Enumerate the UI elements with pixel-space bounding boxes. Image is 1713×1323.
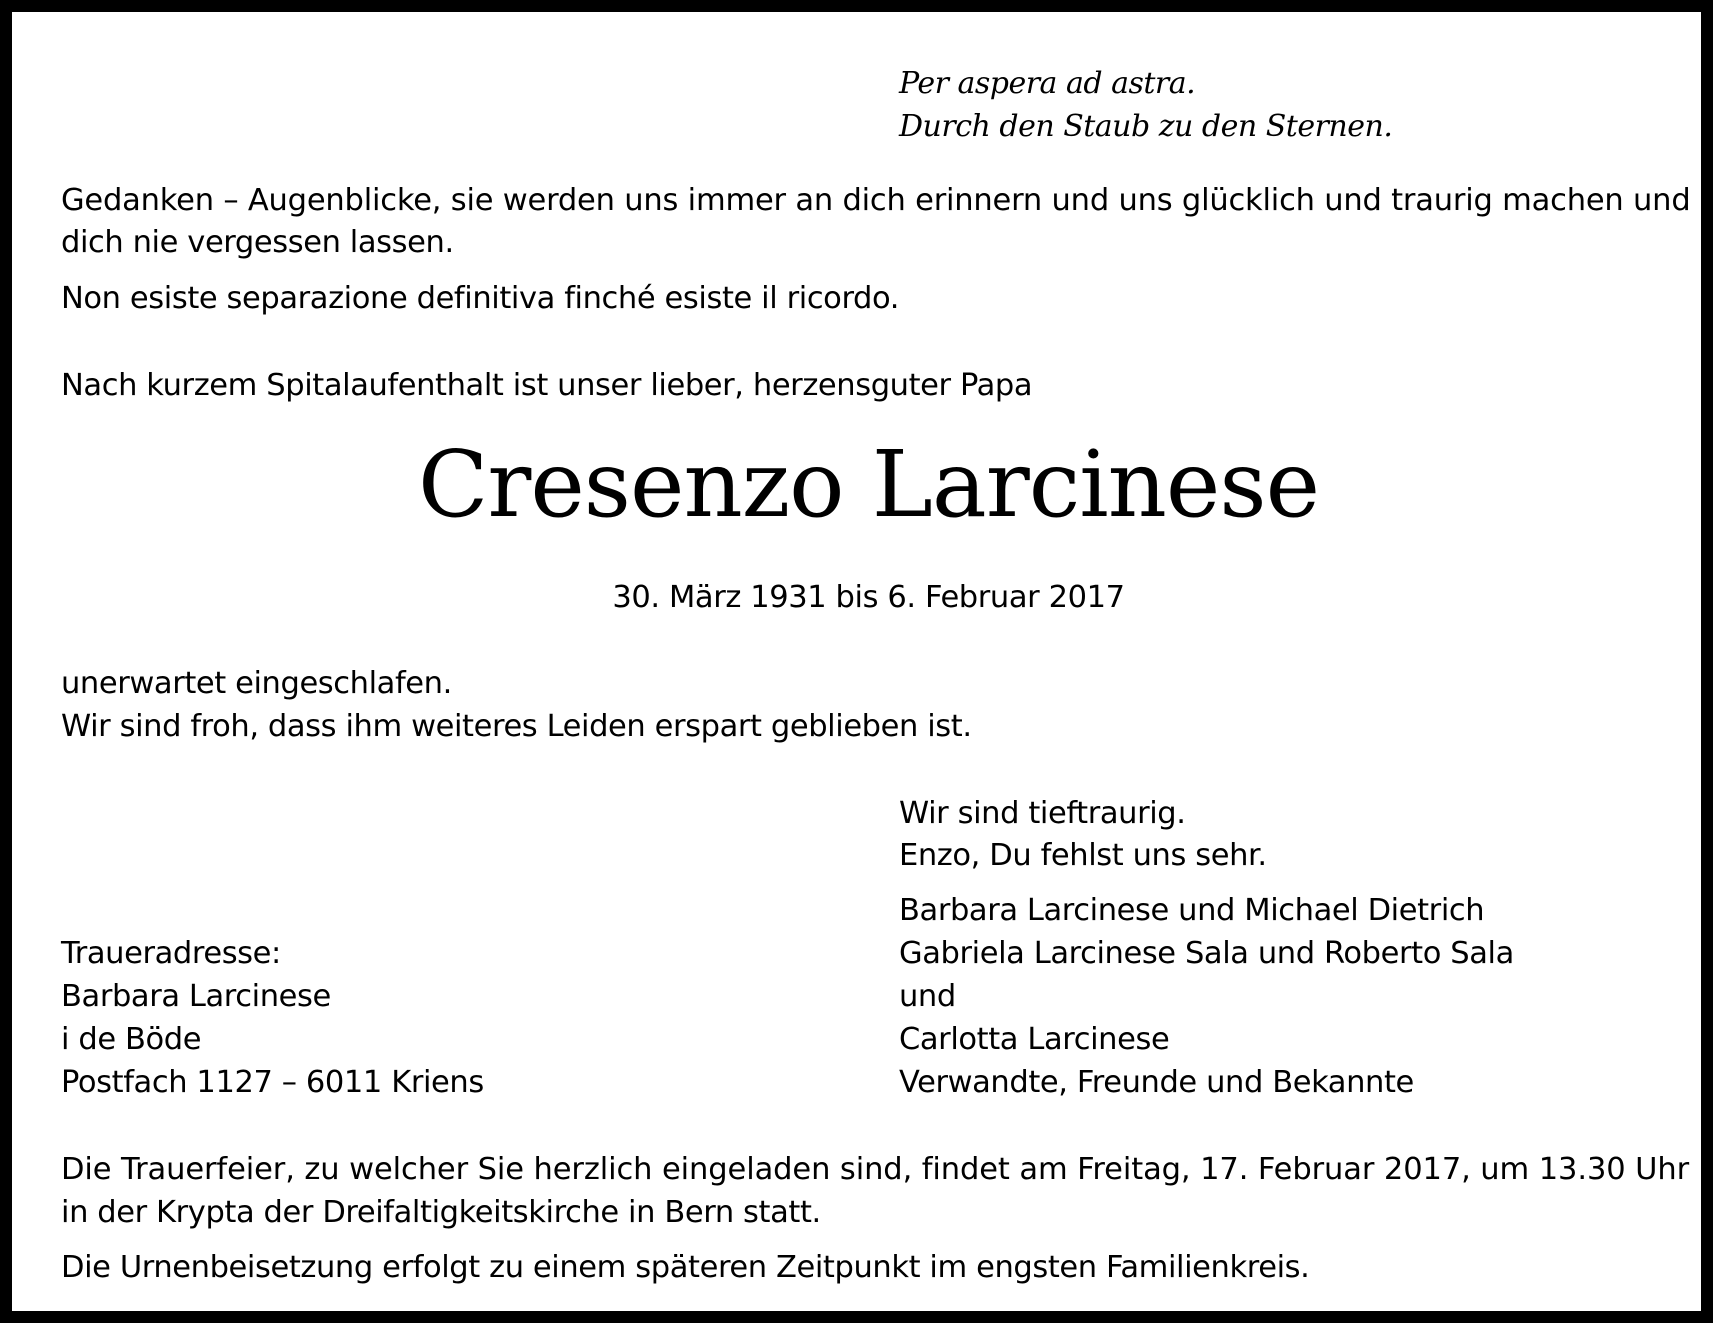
passing-line2: Wir sind froh, dass ihm weiteres Leiden erspart geblieben ist. bbox=[61, 709, 972, 744]
address-label: Traueradresse: bbox=[61, 936, 281, 971]
motto-german: Durch den Staub zu den Sternen. bbox=[899, 109, 1393, 144]
address-street: i de Böde bbox=[61, 1022, 202, 1057]
mourner-item: und bbox=[899, 979, 956, 1014]
mourner-item: Verwandte, Freunde und Bekannte bbox=[899, 1065, 1414, 1100]
intro-de-line1: Gedanken – Augenblicke, sie werden uns immer an dich erinnern und uns glücklich und traurig machen und bbox=[61, 183, 1691, 218]
motto-latin: Per aspera ad astra. bbox=[899, 66, 1196, 101]
mourner-item: Barbara Larcinese und Michael Dietrich bbox=[899, 893, 1485, 928]
mourner-item: Carlotta Larcinese bbox=[899, 1022, 1170, 1057]
mourning-line1: Wir sind tieftraurig. bbox=[899, 796, 1186, 831]
mourning-line2: Enzo, Du fehlst uns sehr. bbox=[899, 838, 1267, 873]
mourner-item: Gabriela Larcinese Sala und Roberto Sala bbox=[899, 936, 1514, 971]
address-postal: Postfach 1127 – 6011 Kriens bbox=[61, 1065, 484, 1100]
life-dates: 30. März 1931 bis 6. Februar 2017 bbox=[612, 580, 1125, 615]
ceremony-line2: in der Krypta der Dreifaltigkeitskirche in Bern statt. bbox=[61, 1195, 821, 1230]
urn-burial-note: Die Urnenbeisetzung erfolgt zu einem späteren Zeitpunkt im engsten Familienkreis. bbox=[61, 1250, 1310, 1285]
intro-de-line2: dich nie vergessen lassen. bbox=[61, 225, 454, 260]
announcement-text: Nach kurzem Spitalaufenthalt ist unser lieber, herzensguter Papa bbox=[61, 368, 1033, 403]
passing-line1: unerwartet eingeschlafen. bbox=[61, 666, 452, 701]
address-name: Barbara Larcinese bbox=[61, 979, 331, 1014]
ceremony-line1: Die Trauerfeier, zu welcher Sie herzlich eingeladen sind, findet am Freitag, 17. Februar 2017, um 13.30 Uhr bbox=[61, 1152, 1690, 1187]
deceased-name: Cresenzo Larcinese bbox=[417, 431, 1320, 538]
intro-it-line: Non esiste separazione definitiva finché esiste il ricordo. bbox=[61, 281, 900, 316]
